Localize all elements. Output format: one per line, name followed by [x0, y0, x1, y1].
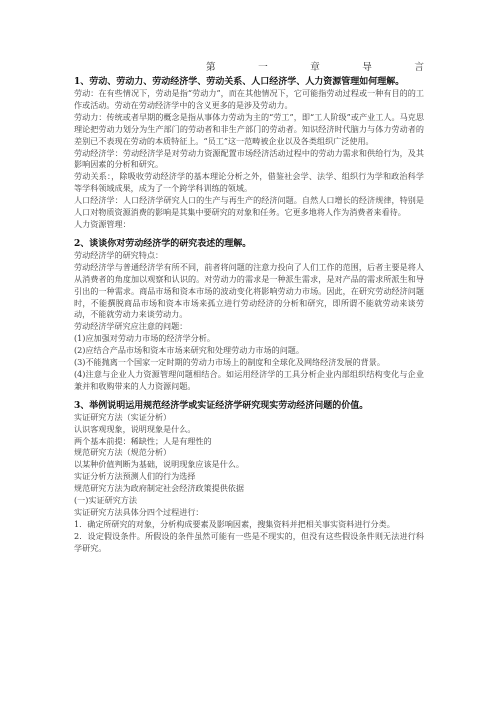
s2-issue-4: (4)注意与企业人力资源管理问题相结合。如运用经济学的工具分析企业内部组织结构变化与企业兼并和收购带来的人力资源问题。	[74, 368, 424, 391]
s2-issue-3: (3)不能抛离一个国家一定时期的劳动力市场上的制度和全球化及网络经济发展的背景。	[74, 357, 385, 368]
s1-population-economics-definition: 人口经济学：人口经济学研究人口的生产与再生产的经济问题。自然人口增长的经济规律，特别是人口对物质资源消费的影响是其集中要研究的对象和任务。它更多地将人作为消费者来看待。	[74, 195, 424, 218]
s1-labor-force-definition: 劳动力：传统或者早期的概念是指从事体力劳动为主的“劳工”，即“工人阶级”或产业工人。马克思理论把劳动力划分为生产部门的劳动者和非生产部门的劳动者。知识经济时代脑力与体力劳动者的差别已不表现在劳动的本质特征上。“员工”这一范畴被企业以及各类组织广泛使用。	[74, 111, 424, 146]
s3-line: 实证分析方法预测人们的行为选择	[74, 471, 196, 482]
chapter-char-2: 一	[258, 62, 268, 73]
chapter-char-5: 言	[414, 62, 424, 73]
s1-hrm-definition: 人力资源管理：	[74, 218, 131, 229]
section-3-heading: 3、举例说明运用规范经济学或实证经济学研究现实劳动经济问题的价值。	[74, 400, 369, 411]
s1-labor-economics-definition: 劳动经济学：劳动经济学是对劳动力资源配置市场经济活动过程中的劳动力需求和供给行为，及其影响因素的分析和研究。	[74, 147, 424, 170]
s3-line: 以某种价值判断为基础，说明现象应该是什么。	[74, 459, 244, 470]
section-1-heading: 1、劳动、劳动力、劳动经济学、劳动关系、人口经济学、人力资源管理如何理解。	[74, 77, 405, 87]
s2-issues-label: 劳动经济学研究应注意的问题：	[74, 321, 188, 332]
s1-labor-definition: 劳动：在有些情况下，劳动是指“劳动力”，而在其他情况下，它可能指劳动过程或一种有目的的工作或活动。劳动在劳动经济学中的含义更多的是涉及劳动力。	[74, 88, 424, 110]
s2-issue-2: (2)应结合产品市场和资本市场来研究和处理劳动力市场的问题。	[74, 345, 304, 356]
s3-line: 两个基本前提：稀缺性；人是有理性的	[74, 435, 212, 446]
document-page	[74, 62, 424, 555]
s3-line: 实证研究方法具体分四个过程进行：	[74, 507, 204, 517]
chapter-char-1: 第	[206, 62, 216, 73]
s3-last-paragraph: 2．设定假设条件。所假设的条件虽然可能有一些是不现实的，但没有这些假设条件则无法进行科学研究。	[74, 530, 424, 553]
s2-issue-1: (1)应加强对劳动力市场的经济学分析。	[74, 333, 215, 344]
s3-line: 规范研究方法为政府制定社会经济政策提供依据	[74, 483, 244, 494]
chapter-char-4: 导	[362, 62, 372, 73]
s3-line: 1．确定所研究的对象，分析构成要素及影响因素，搜集资料并把相关事实资料进行分类。	[74, 518, 395, 529]
s3-line: 规范研究方法（规范分析）	[74, 447, 172, 458]
section-2-heading: 2、谈谈你对劳动经济学的研究表述的理解。	[74, 238, 252, 249]
s3-line: 实证研究方法（实证分析）	[74, 411, 172, 422]
s3-line: 认识客观现象，说明现象是什么。	[74, 423, 196, 434]
s3-line: (一)实证研究方法	[74, 495, 137, 506]
s2-features-label: 劳动经济学的研究特点：	[74, 249, 164, 260]
chapter-char-3: 章	[310, 62, 320, 73]
s2-features-paragraph: 劳动经济学与普通经济学有所不同，前者将问题的注意力投向了人们工作的范围，后者主要是将人从消费者的角度加以观察和认识的。对劳动力的需求是一种派生需求，是对产品的需求所派生和导引出的一种需求。商品市场和资本市场的波动变化将影响劳动力市场。因此，在研究劳动经济问题时，不能撰脱商品市场和资本市场来孤立进行劳动经济的分析和研究，即所谓不能就劳动来谈劳动，不能就劳动力来谈劳动力。	[74, 261, 424, 320]
s1-labor-relations-definition: 劳动关系：，除吸收劳动经济学的基本理论分析之外，借鉴社会学、法学、组织行为学和政治科学等学科领域成果，成为了一个跨学科训练的领域。	[74, 171, 424, 194]
chapter-title	[74, 62, 424, 74]
